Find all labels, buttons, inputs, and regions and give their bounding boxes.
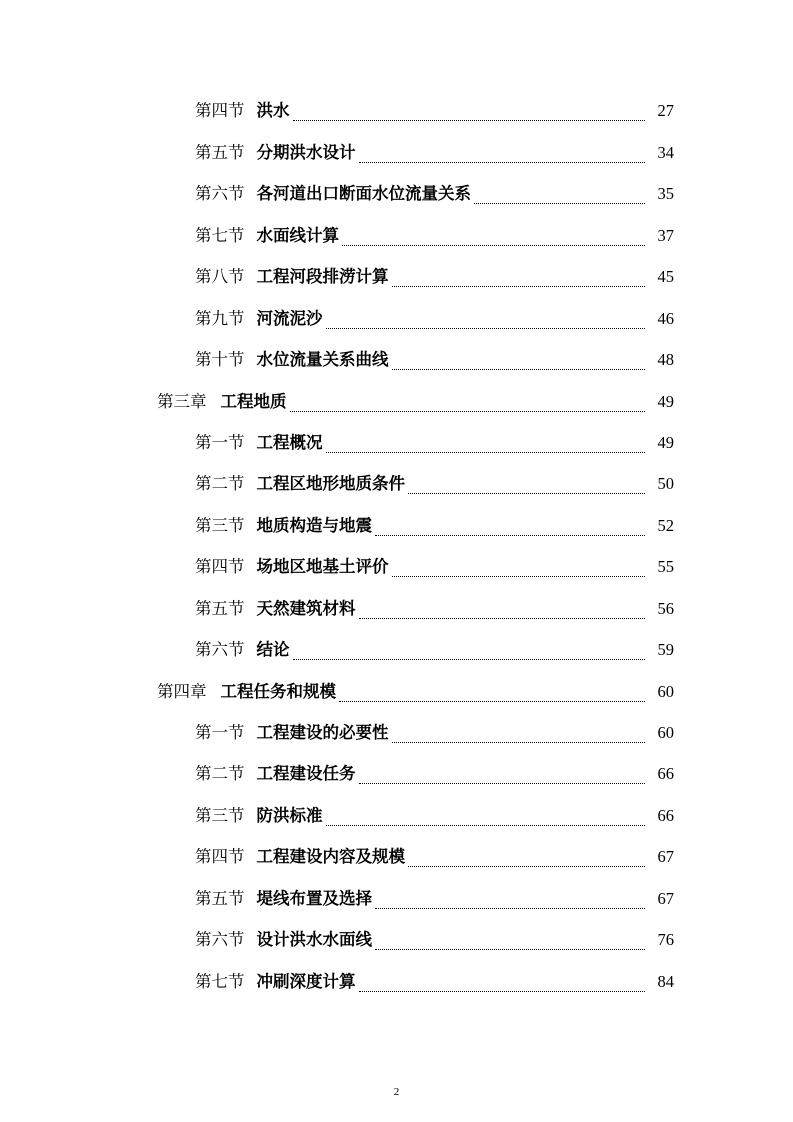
table-of-contents	[0, 91, 793, 1003]
toc-dot-leader	[359, 618, 646, 619]
toc-dot-leader	[339, 701, 645, 702]
toc-entry-number: 第七节	[195, 225, 245, 245]
toc-dot-leader	[474, 203, 645, 204]
toc-entry-page: 67	[657, 888, 674, 908]
toc-entry-page: 52	[657, 515, 674, 535]
toc-entry-page: 34	[657, 142, 674, 162]
toc-entry-page: 27	[657, 101, 674, 121]
toc-entry-number: 第五节	[195, 598, 245, 618]
toc-entry-page: 66	[657, 805, 674, 825]
toc-entry-number: 第九节	[195, 308, 245, 328]
toc-entry-number: 第一节	[195, 432, 245, 452]
toc-entry-page: 59	[657, 640, 674, 660]
toc-entry-number: 第四章	[157, 681, 207, 701]
toc-dot-leader	[359, 783, 646, 784]
toc-entry-number: 第六节	[195, 930, 245, 950]
toc-entry-page: 55	[657, 557, 674, 577]
toc-entry-title: 工程任务和规模	[220, 681, 336, 701]
toc-entry-title: 工程概况	[256, 432, 323, 452]
toc-entry-number: 第四节	[195, 557, 245, 577]
toc-entry-number: 第六节	[195, 640, 245, 660]
toc-section-row[interactable]	[0, 215, 793, 256]
toc-entry-page: 49	[657, 432, 674, 452]
toc-entry-page: 66	[657, 764, 674, 784]
toc-dot-leader	[326, 452, 646, 453]
toc-entry-title: 工程地质	[220, 391, 287, 411]
toc-entry-title: 地质构造与地震	[256, 515, 372, 535]
toc-dot-leader	[392, 369, 646, 370]
toc-entry-page: 60	[657, 681, 674, 701]
toc-entry-page: 56	[657, 598, 674, 618]
toc-entry-number: 第三节	[195, 515, 245, 535]
toc-entry-number: 第五节	[195, 142, 245, 162]
toc-dot-leader	[408, 866, 645, 867]
toc-section-row[interactable]	[0, 174, 793, 215]
toc-section-row[interactable]	[0, 878, 793, 919]
toc-entry-title: 天然建筑材料	[256, 598, 356, 618]
toc-entry-title: 分期洪水设计	[256, 142, 356, 162]
toc-entry-number: 第二节	[195, 764, 245, 784]
toc-entry-title: 水面线计算	[256, 225, 339, 245]
toc-chapter-row[interactable]	[0, 381, 793, 422]
toc-section-row[interactable]	[0, 423, 793, 464]
toc-dot-leader	[392, 286, 646, 287]
toc-entry-page: 48	[657, 350, 674, 370]
toc-dot-leader	[290, 411, 646, 412]
toc-section-row[interactable]	[0, 754, 793, 795]
toc-entry-title: 防洪标准	[256, 805, 323, 825]
toc-entry-number: 第八节	[195, 267, 245, 287]
toc-section-row[interactable]	[0, 961, 793, 1002]
toc-section-row[interactable]	[0, 464, 793, 505]
toc-dot-leader	[408, 493, 645, 494]
toc-entry-number: 第四节	[195, 101, 245, 121]
toc-entry-page: 45	[657, 267, 674, 287]
toc-section-row[interactable]	[0, 340, 793, 381]
toc-dot-leader	[375, 949, 645, 950]
toc-entry-page: 67	[657, 847, 674, 867]
toc-entry-title: 堤线布置及选择	[256, 888, 372, 908]
toc-section-row[interactable]	[0, 713, 793, 754]
toc-entry-page: 35	[657, 184, 674, 204]
toc-entry-title: 工程河段排涝计算	[256, 267, 389, 287]
toc-section-row[interactable]	[0, 505, 793, 546]
toc-dot-leader	[293, 659, 646, 660]
toc-entry-page: 60	[657, 723, 674, 743]
toc-entry-page: 50	[657, 474, 674, 494]
toc-entry-number: 第二节	[195, 474, 245, 494]
toc-entry-page: 37	[657, 225, 674, 245]
toc-entry-number: 第六节	[195, 184, 245, 204]
toc-entry-number: 第七节	[195, 971, 245, 991]
toc-section-row[interactable]	[0, 298, 793, 339]
toc-entry-title: 场地区地基土评价	[256, 557, 389, 577]
toc-dot-leader	[375, 908, 645, 909]
toc-dot-leader	[326, 825, 646, 826]
toc-entry-title: 工程建设任务	[256, 764, 356, 784]
toc-chapter-row[interactable]	[0, 671, 793, 712]
toc-section-row[interactable]	[0, 132, 793, 173]
toc-entry-number: 第四节	[195, 847, 245, 867]
toc-entry-title: 设计洪水水面线	[256, 930, 372, 950]
toc-section-row[interactable]	[0, 91, 793, 132]
toc-section-row[interactable]	[0, 837, 793, 878]
toc-section-row[interactable]	[0, 920, 793, 961]
toc-entry-title: 工程区地形地质条件	[256, 474, 405, 494]
toc-entry-page: 76	[657, 930, 674, 950]
toc-dot-leader	[326, 328, 646, 329]
toc-entry-title: 水位流量关系曲线	[256, 350, 389, 370]
toc-entry-page: 49	[657, 391, 674, 411]
toc-entry-title: 河流泥沙	[256, 308, 323, 328]
toc-entry-number: 第三节	[195, 805, 245, 825]
toc-entry-title: 工程建设的必要性	[256, 723, 389, 743]
toc-entry-page: 84	[657, 971, 674, 991]
toc-section-row[interactable]	[0, 795, 793, 836]
toc-entry-title: 工程建设内容及规模	[256, 847, 405, 867]
toc-entry-title: 结论	[256, 640, 290, 660]
page-number: 2	[393, 1086, 400, 1098]
toc-dot-leader	[359, 991, 646, 992]
toc-dot-leader	[375, 535, 645, 536]
toc-entry-number: 第十节	[195, 350, 245, 370]
toc-dot-leader	[359, 162, 646, 163]
toc-section-row[interactable]	[0, 547, 793, 588]
toc-entry-title: 洪水	[256, 101, 290, 121]
toc-dot-leader	[392, 576, 646, 577]
toc-entry-page: 46	[657, 308, 674, 328]
toc-entry-number: 第一节	[195, 723, 245, 743]
toc-dot-leader	[392, 742, 646, 743]
toc-entry-title: 冲刷深度计算	[256, 971, 356, 991]
toc-entry-number: 第五节	[195, 888, 245, 908]
toc-entry-title: 各河道出口断面水位流量关系	[256, 184, 471, 204]
toc-section-row[interactable]	[0, 630, 793, 671]
toc-section-row[interactable]	[0, 257, 793, 298]
toc-dot-leader	[293, 120, 646, 121]
toc-entry-number: 第三章	[157, 391, 207, 411]
toc-dot-leader	[342, 245, 645, 246]
toc-section-row[interactable]	[0, 588, 793, 629]
